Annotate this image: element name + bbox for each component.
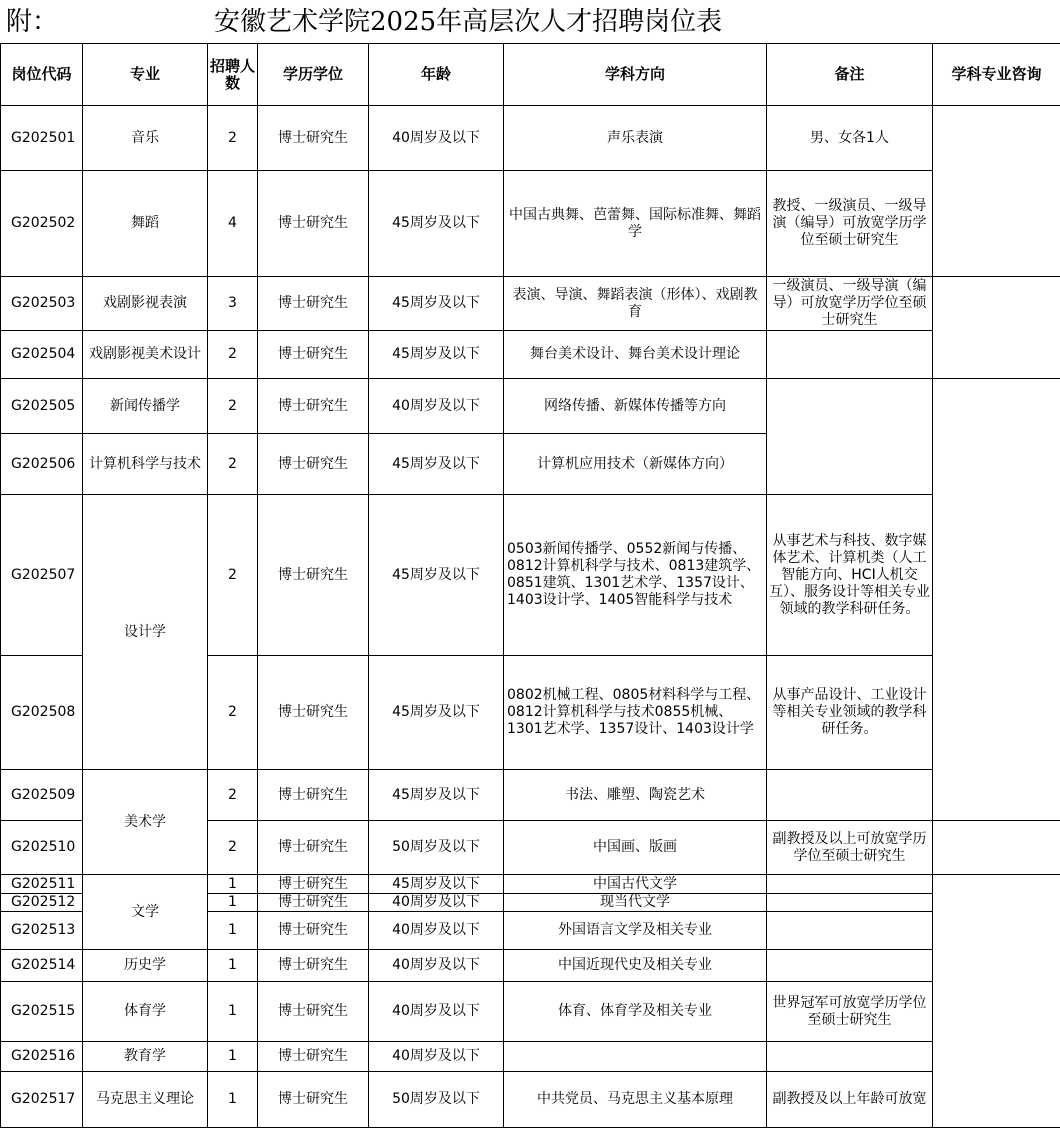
degree-cell: 博士研究生: [258, 875, 369, 894]
direction-cell: 中国古代文学: [504, 875, 767, 894]
recruitment-table: [0, 43, 1060, 1128]
count-cell: 2: [208, 656, 258, 770]
direction-cell: [504, 1042, 767, 1072]
note-cell: 副教授及以上年龄可放宽: [767, 1072, 933, 1128]
count-cell: 1: [208, 1042, 258, 1072]
age-cell: 45周岁及以下: [369, 770, 504, 821]
note-cell: 世界冠军可放宽学历学位至硕士研究生: [767, 982, 933, 1042]
major-cell: 文学: [83, 875, 208, 950]
code-cell: G202506: [1, 434, 83, 495]
table-row: [1, 770, 1060, 821]
consult-cell: [933, 379, 1060, 821]
code-cell: G202513: [1, 912, 83, 950]
count-cell: 2: [208, 331, 258, 379]
note-cell: [767, 770, 933, 821]
degree-cell: 博士研究生: [258, 950, 369, 982]
age-cell: 40周岁及以下: [369, 1042, 504, 1072]
degree-cell: 博士研究生: [258, 1072, 369, 1128]
direction-cell: 中共党员、马克思主义基本原理: [504, 1072, 767, 1128]
header-cell: 年龄: [369, 44, 504, 106]
count-cell: 1: [208, 894, 258, 912]
degree-cell: 博士研究生: [258, 1042, 369, 1072]
code-cell: G202511: [1, 875, 83, 894]
count-cell: 2: [208, 434, 258, 495]
count-cell: 2: [208, 106, 258, 171]
age-cell: 40周岁及以下: [369, 379, 504, 434]
degree-cell: 博士研究生: [258, 277, 369, 331]
direction-cell: 外国语言文学及相关专业: [504, 912, 767, 950]
code-cell: G202503: [1, 277, 83, 331]
major-cell: 新闻传播学: [83, 379, 208, 434]
age-cell: 45周岁及以下: [369, 277, 504, 331]
note-cell: 从事产品设计、工业设计等相关专业领域的教学科研任务。: [767, 656, 933, 770]
major-cell: 美术学: [83, 770, 208, 875]
direction-cell: 表演、导演、舞蹈表演（形体）、戏剧教育: [504, 277, 767, 331]
age-cell: 40周岁及以下: [369, 912, 504, 950]
direction-cell: 中国画、版画: [504, 821, 767, 875]
count-cell: 1: [208, 875, 258, 894]
degree-cell: 博士研究生: [258, 982, 369, 1042]
degree-cell: 博士研究生: [258, 495, 369, 656]
count-cell: 1: [208, 1072, 258, 1128]
degree-cell: 博士研究生: [258, 379, 369, 434]
count-cell: 4: [208, 171, 258, 277]
header-cell: 学科方向: [504, 44, 767, 106]
table-row: [1, 495, 1060, 656]
note-cell: 男、女各1人: [767, 106, 933, 171]
age-cell: 50周岁及以下: [369, 821, 504, 875]
title-prefix: 附：: [6, 7, 59, 37]
degree-cell: 博士研究生: [258, 434, 369, 495]
code-cell: G202514: [1, 950, 83, 982]
code-cell: G202515: [1, 982, 83, 1042]
direction-cell: 现当代文学: [504, 894, 767, 912]
note-cell: [767, 379, 933, 495]
code-cell: G202510: [1, 821, 83, 875]
major-cell: 马克思主义理论: [83, 1072, 208, 1128]
header-cell: 学科专业咨询: [933, 44, 1060, 106]
consult-cell: [933, 875, 1060, 1128]
note-cell: 一级演员、一级导演（编导）可放宽学历学位至硕士研究生: [767, 277, 933, 331]
direction-cell: 舞台美术设计、舞台美术设计理论: [504, 331, 767, 379]
code-cell: G202504: [1, 331, 83, 379]
table-row: [1, 277, 1060, 331]
header-cell: 学历学位: [258, 44, 369, 106]
count-cell: 1: [208, 912, 258, 950]
note-cell: [767, 1042, 933, 1072]
count-cell: 2: [208, 770, 258, 821]
note-cell: 教授、一级演员、一级导演（编导）可放宽学历学位至硕士研究生: [767, 171, 933, 277]
degree-cell: 博士研究生: [258, 331, 369, 379]
table-row: [1, 106, 1060, 171]
direction-cell: 体育、体育学及相关专业: [504, 982, 767, 1042]
age-cell: 45周岁及以下: [369, 875, 504, 894]
title-row: [0, 0, 1060, 44]
age-cell: 40周岁及以下: [369, 982, 504, 1042]
table-row: [1, 982, 1060, 1042]
code-cell: G202507: [1, 495, 83, 656]
table-row: [1, 331, 1060, 379]
header-row: [1, 44, 1060, 106]
major-cell: 舞蹈: [83, 171, 208, 277]
major-cell: 设计学: [83, 495, 208, 770]
degree-cell: 博士研究生: [258, 821, 369, 875]
major-cell: 音乐: [83, 106, 208, 171]
note-cell: [767, 894, 933, 912]
header-cell: 岗位代码: [1, 44, 83, 106]
age-cell: 50周岁及以下: [369, 1072, 504, 1128]
note-cell: [767, 331, 933, 379]
table-row: [1, 379, 1060, 434]
count-cell: 2: [208, 821, 258, 875]
age-cell: 45周岁及以下: [369, 434, 504, 495]
major-cell: 教育学: [83, 1042, 208, 1072]
count-cell: 2: [208, 495, 258, 656]
degree-cell: 博士研究生: [258, 171, 369, 277]
age-cell: 40周岁及以下: [369, 106, 504, 171]
table-row: [1, 875, 1060, 894]
table-row: [1, 1042, 1060, 1072]
direction-cell: 0503新闻传播学、0552新闻与传播、0812计算机科学与技术、0813建筑学、0851建筑、1301艺术学、1357设计、1403设计学、1405智能科学与技术: [504, 495, 767, 656]
age-cell: 45周岁及以下: [369, 495, 504, 656]
major-cell: 戏剧影视美术设计: [83, 331, 208, 379]
age-cell: 45周岁及以下: [369, 331, 504, 379]
code-cell: G202505: [1, 379, 83, 434]
age-cell: 45周岁及以下: [369, 656, 504, 770]
major-cell: 戏剧影视表演: [83, 277, 208, 331]
direction-cell: 计算机应用技术（新媒体方向）: [504, 434, 767, 495]
consult-cell: [933, 106, 1060, 277]
code-cell: G202516: [1, 1042, 83, 1072]
table-row: [1, 950, 1060, 982]
major-cell: 计算机科学与技术: [83, 434, 208, 495]
direction-cell: 中国古典舞、芭蕾舞、国际标准舞、舞蹈学: [504, 171, 767, 277]
note-cell: 副教授及以上可放宽学历学位至硕士研究生: [767, 821, 933, 875]
direction-cell: 书法、雕塑、陶瓷艺术: [504, 770, 767, 821]
code-cell: G202502: [1, 171, 83, 277]
count-cell: 2: [208, 379, 258, 434]
note-cell: 从事艺术与科技、数字媒体艺术、计算机类（人工智能方向、HCI人机交互）、服务设计等相关专业领域的教学科研任务。: [767, 495, 933, 656]
code-cell: G202517: [1, 1072, 83, 1128]
table-row: [1, 171, 1060, 277]
code-cell: G202501: [1, 106, 83, 171]
degree-cell: 博士研究生: [258, 656, 369, 770]
code-cell: G202508: [1, 656, 83, 770]
page-title: 安徽艺术学院2025年高层次人才招聘岗位表: [214, 7, 723, 37]
consult-cell: [933, 277, 1060, 379]
header-cell: 招聘人数: [208, 44, 258, 106]
code-cell: G202512: [1, 894, 83, 912]
direction-cell: 中国近现代史及相关专业: [504, 950, 767, 982]
age-cell: 45周岁及以下: [369, 171, 504, 277]
note-cell: [767, 912, 933, 950]
count-cell: 3: [208, 277, 258, 331]
header-cell: 专业: [83, 44, 208, 106]
major-cell: 历史学: [83, 950, 208, 982]
degree-cell: 博士研究生: [258, 894, 369, 912]
header-cell: 备注: [767, 44, 933, 106]
direction-cell: 声乐表演: [504, 106, 767, 171]
age-cell: 40周岁及以下: [369, 894, 504, 912]
age-cell: 40周岁及以下: [369, 950, 504, 982]
direction-cell: 网络传播、新媒体传播等方向: [504, 379, 767, 434]
count-cell: 1: [208, 950, 258, 982]
note-cell: [767, 875, 933, 894]
degree-cell: 博士研究生: [258, 770, 369, 821]
table-row: [1, 1072, 1060, 1128]
major-cell: 体育学: [83, 982, 208, 1042]
count-cell: 1: [208, 982, 258, 1042]
note-cell: [767, 950, 933, 982]
degree-cell: 博士研究生: [258, 912, 369, 950]
code-cell: G202509: [1, 770, 83, 821]
degree-cell: 博士研究生: [258, 106, 369, 171]
direction-cell: 0802机械工程、0805材料科学与工程、0812计算机科学与技术0855机械、1301艺术学、1357设计、1403设计学: [504, 656, 767, 770]
